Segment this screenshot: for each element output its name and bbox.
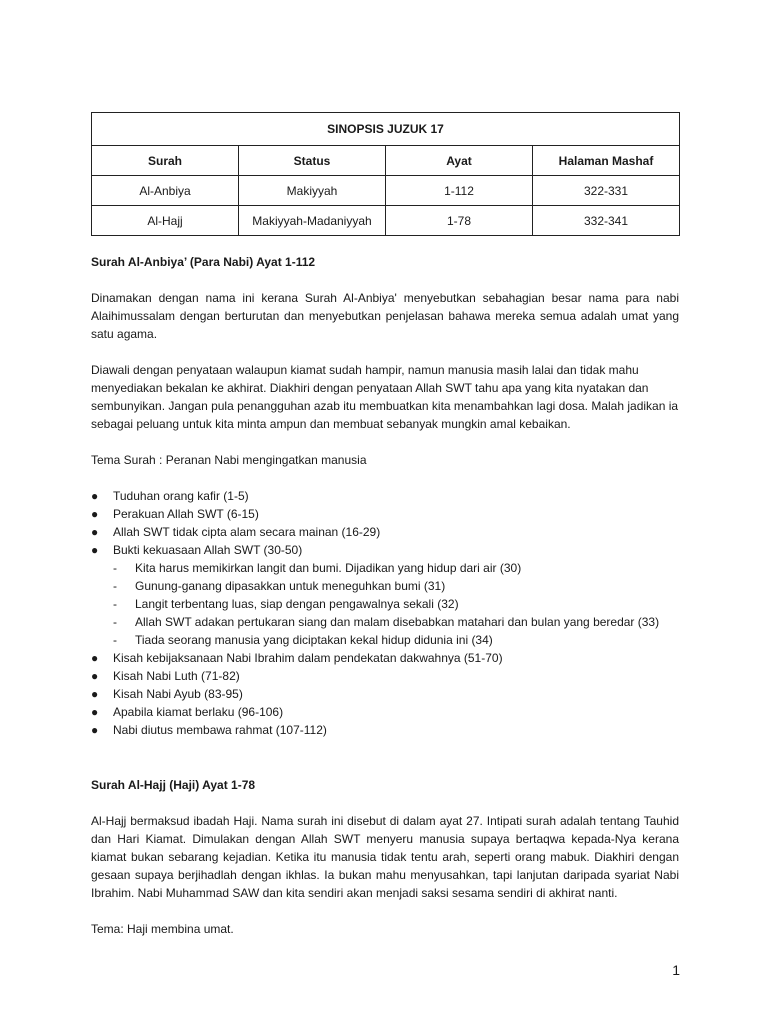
sub-list-item: [91, 613, 679, 631]
list-item: [91, 685, 679, 703]
list-item: [91, 487, 679, 505]
list-item-text: Allah SWT tidak cipta alam secara mainan (16-29): [113, 525, 381, 539]
list-item-text: Bukti kekuasaan Allah SWT (30-50): [113, 543, 303, 557]
section-heading-anbiya: Surah Al-Anbiya’ (Para Nabi) Ayat 1-112: [91, 255, 316, 269]
bullet-icon: ●: [91, 705, 99, 719]
sub-topic-list: [91, 559, 679, 649]
list-item: [91, 649, 679, 667]
paragraph-anbiya-name: Dinamakan dengan nama ini kerana Surah Al-Anbiya' menyebutkan sebahagian besar nama para nabi Alaihimussalam dengan berturutan dan menyebutkan penjelasan bahawa mereka semua adalah umat yang satu agama.: [91, 291, 679, 341]
list-item-text: Tuduhan orang kafir (1-5): [113, 489, 249, 503]
sub-list-item: [91, 559, 679, 577]
table-cell: 1-78: [386, 206, 533, 236]
list-item-text: Kisah Nabi Ayub (83-95): [113, 687, 243, 701]
dash-icon: -: [113, 615, 117, 629]
dash-icon: -: [113, 633, 117, 647]
section-heading-hajj: Surah Al-Hajj (Haji) Ayat 1-78: [91, 778, 256, 792]
list-item: [91, 667, 679, 685]
bullet-icon: ●: [91, 543, 99, 557]
list-item-text: Apabila kiamat berlaku (96-106): [113, 705, 284, 719]
table-row: [92, 206, 680, 236]
header-halaman: Halaman Mashaf: [533, 146, 680, 176]
page-number: 1: [672, 962, 680, 978]
header-status: Status: [239, 146, 386, 176]
table-cell: 332-341: [533, 206, 680, 236]
list-item: [91, 541, 679, 559]
bullet-icon: ●: [91, 489, 99, 503]
header-ayat: Ayat: [386, 146, 533, 176]
paragraph-anbiya-summary: Diawali dengan penyataan walaupun kiamat sudah hampir, namun manusia masih lalai dan tidak mahu menyediakan bekalan ke akhirat. Diakhiri dengan penyataan Allah SWT tahu apa yang kita nyatakan dan sembunyikan. Jangan pula penangguhan azab itu membuatkan kita menambahkan lagi dosa. Malah jadikan ia sebagai peluang untuk kita minta ampun dan membuat sebanyak mungkin amal kebaikan.: [91, 363, 679, 431]
bullet-icon: ●: [91, 687, 99, 701]
list-item-text: Kisah Nabi Luth (71-82): [113, 669, 240, 683]
bullet-icon: ●: [91, 669, 99, 683]
synopsis-table: [91, 112, 680, 236]
theme-anbiya: Tema Surah : Peranan Nabi mengingatkan manusia: [91, 453, 367, 467]
table-header-row: [92, 146, 680, 176]
table-cell: 1-112: [386, 176, 533, 206]
dash-icon: -: [113, 579, 117, 593]
list-item: [91, 505, 679, 523]
list-item-text: Nabi diutus membawa rahmat (107-112): [113, 723, 327, 737]
list-item-text: Perakuan Allah SWT (6-15): [113, 507, 259, 521]
list-item: [91, 523, 679, 541]
bullet-icon: ●: [91, 507, 99, 521]
list-item: [91, 721, 679, 739]
table-row: [92, 176, 680, 206]
bullet-icon: ●: [91, 723, 99, 737]
bullet-icon: ●: [91, 651, 99, 665]
sub-list-item-text: Allah SWT adakan pertukaran siang dan malam disebabkan matahari dan bulan yang beredar (33): [135, 615, 660, 629]
sub-list-item-text: Kita harus memikirkan langit dan bumi. Dijadikan yang hidup dari air (30): [135, 561, 522, 575]
table-cell: Al-Hajj: [92, 206, 239, 236]
sub-list-item-text: Gunung-ganang dipasakkan untuk meneguhkan bumi (31): [135, 579, 446, 593]
sub-list-item: [91, 631, 679, 649]
paragraph-hajj: Al-Hajj bermaksud ibadah Haji. Nama surah ini disebut di dalam ayat 27. Intipati surah adalah tentang Tauhid dan Hari Kiamat. Dimulakan dengan Allah SWT menyeru manusia supaya bertaqwa kepada-Nya kerana kiamat bukan sebarang kejadian. Ketika itu manusia tidak tentu arah, seperti orang mabuk. Diakhiri dengan gesaan supaya berjihadlah dengan ikhlas. Ia bukan mahu menyusahkan, tapi lanjutan daripada syariat Nabi Ibrahim. Nabi Muhammad SAW dan kita sendiri akan menjadi saksi sesama sendiri di akhirat nanti.: [91, 814, 679, 900]
bullet-icon: ●: [91, 525, 99, 539]
dash-icon: -: [113, 561, 117, 575]
sub-list-item-text: Langit terbentang luas, siap dengan pengawalnya sekali (32): [135, 597, 459, 611]
table-title: SINOPSIS JUZUK 17: [92, 113, 680, 146]
theme-hajj: Tema: Haji membina umat.: [91, 922, 234, 936]
document-page: [91, 112, 679, 938]
sub-list-item: [91, 577, 679, 595]
table-cell: Al-Anbiya: [92, 176, 239, 206]
sub-list-container: [91, 559, 679, 649]
list-item: [91, 703, 679, 721]
header-surah: Surah: [92, 146, 239, 176]
table-cell: Makiyyah: [239, 176, 386, 206]
table-cell: Makiyyah-Madaniyyah: [239, 206, 386, 236]
topic-list: [91, 487, 679, 739]
table-cell: 322-331: [533, 176, 680, 206]
sub-list-item: [91, 595, 679, 613]
list-item-text: Kisah kebijaksanaan Nabi Ibrahim dalam pendekatan dakwahnya (51-70): [113, 651, 503, 665]
dash-icon: -: [113, 597, 117, 611]
sub-list-item-text: Tiada seorang manusia yang diciptakan kekal hidup didunia ini (34): [135, 633, 493, 647]
